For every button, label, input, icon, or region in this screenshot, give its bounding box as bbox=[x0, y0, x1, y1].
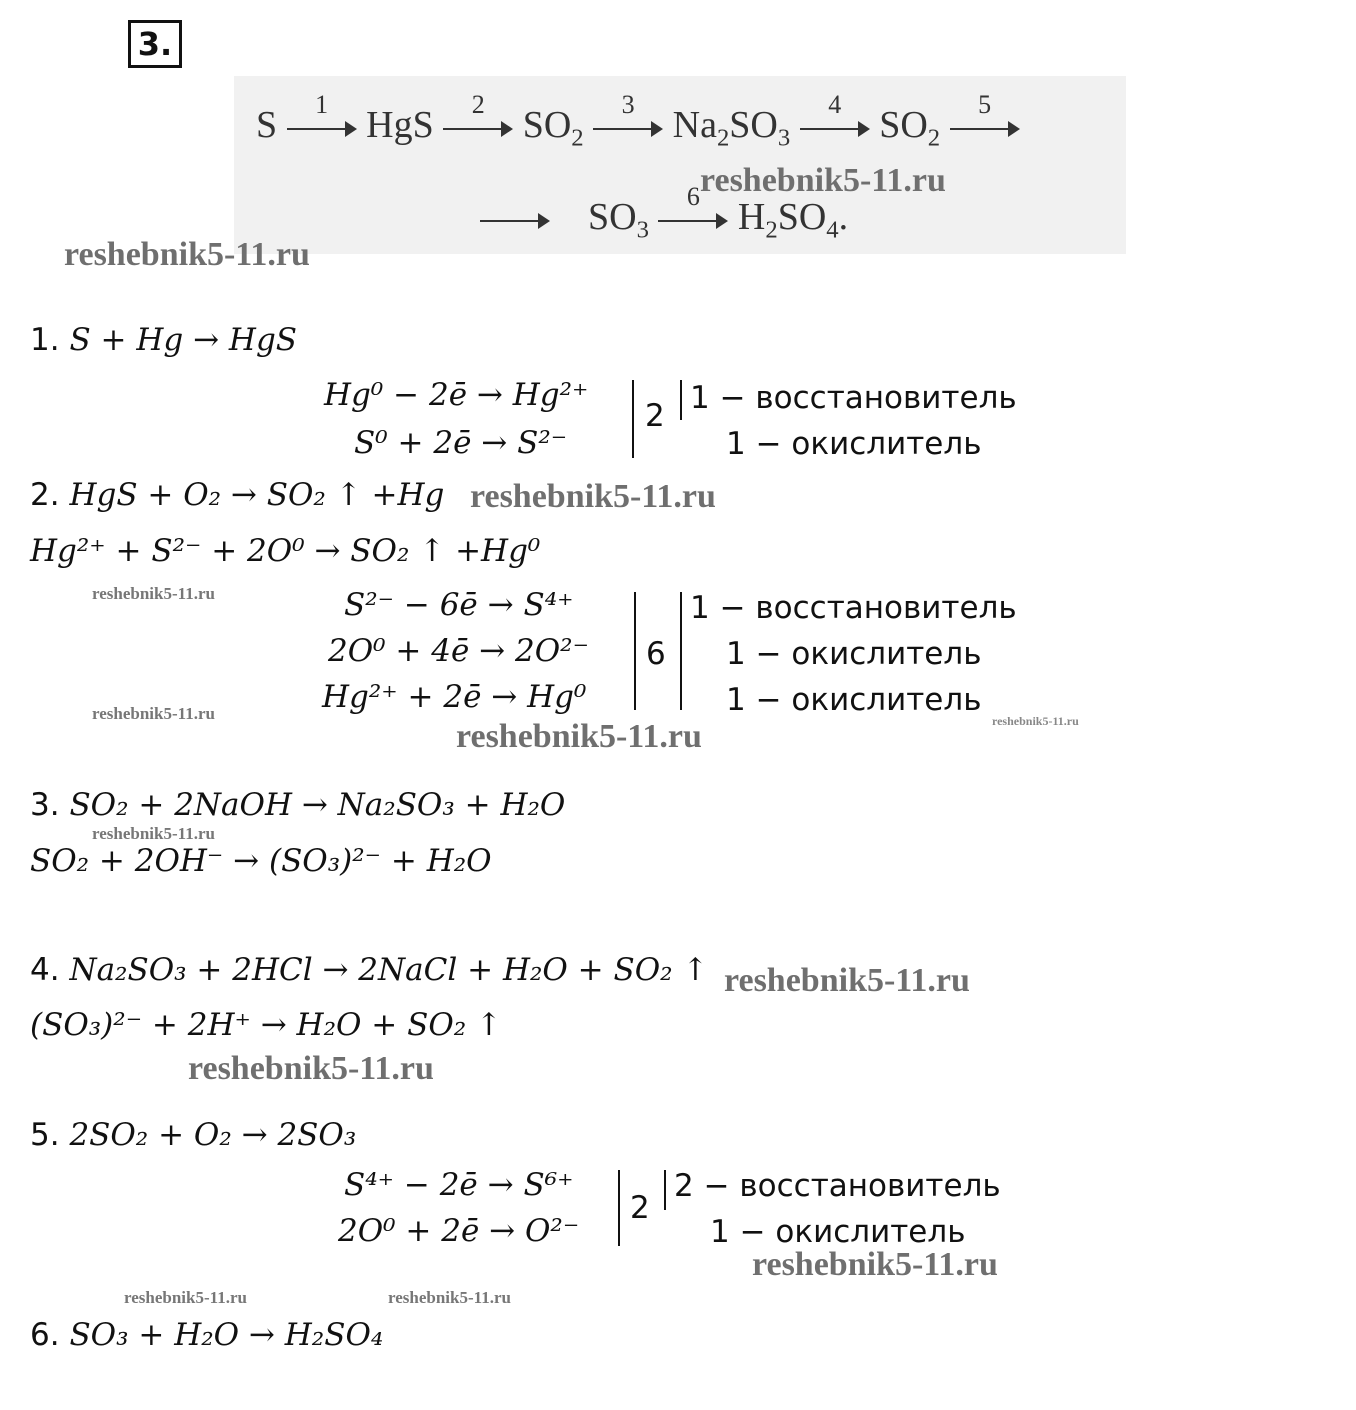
step-1-role-1: 1 − восстановитель bbox=[690, 380, 1017, 416]
step-6-equation: 6. SO₃ + H₂O → H₂SO₄ bbox=[30, 1317, 384, 1353]
watermark: reshebnik5-11.ru bbox=[92, 824, 215, 843]
scheme-hgs: HgS bbox=[366, 104, 434, 146]
step-2-role-3: 1 − окислитель bbox=[726, 682, 982, 718]
step-1-ox-line-2: S⁰ + 2ē → S²⁻ bbox=[354, 425, 568, 461]
step-1-divider-right bbox=[680, 380, 682, 420]
arrow-4-icon bbox=[800, 90, 870, 138]
watermark: reshebnik5-11.ru bbox=[992, 714, 1079, 728]
scheme-h2so4: $H_2SO_4$. bbox=[737, 196, 849, 244]
arrow-continue-icon bbox=[480, 210, 550, 230]
step-2-electron-count: 6 bbox=[646, 636, 666, 672]
watermark: reshebnik5-11.ru bbox=[92, 584, 215, 603]
scheme-row-2 bbox=[480, 182, 849, 244]
watermark: reshebnik5-11.ru bbox=[64, 236, 310, 273]
arrow-label-3: 3 bbox=[621, 90, 635, 120]
watermark: reshebnik5-11.ru bbox=[188, 1050, 434, 1087]
step-5-divider-right bbox=[664, 1170, 666, 1210]
step-4-equation: 4. Na₂SO₃ + 2HCl → 2NaCl + H₂O + SO₂ ↑ bbox=[30, 952, 709, 988]
step-5-ox-line-1: S⁴⁺ − 2ē → S⁶⁺ bbox=[344, 1167, 574, 1203]
step-1-electron-count: 2 bbox=[645, 398, 665, 434]
step-5-electron-count: 2 bbox=[630, 1190, 650, 1226]
arrow-label-6: 6 bbox=[686, 182, 700, 212]
step-5-divider-left bbox=[618, 1170, 620, 1246]
watermark: reshebnik5-11.ru bbox=[456, 718, 702, 755]
scheme-na2so3: $Na_2SO_3$ bbox=[672, 104, 791, 152]
arrow-1-icon bbox=[287, 90, 357, 138]
step-1-ox-line-1: Hg⁰ − 2ē → Hg²⁺ bbox=[324, 377, 589, 413]
arrow-label-5: 5 bbox=[978, 90, 992, 120]
scheme-row-1 bbox=[256, 90, 1020, 152]
arrow-5-icon bbox=[950, 90, 1020, 138]
watermark: reshebnik5-11.ru bbox=[92, 704, 215, 723]
step-2-ox-line-3: Hg²⁺ + 2ē → Hg⁰ bbox=[322, 679, 587, 715]
watermark: reshebnik5-11.ru bbox=[388, 1288, 511, 1307]
step-3-ionic-equation: SO₂ + 2OH⁻ → (SO₃)²⁻ + H₂O bbox=[30, 843, 492, 879]
watermark: reshebnik5-11.ru bbox=[752, 1246, 998, 1283]
step-2-ionic-equation: Hg²⁺ + S²⁻ + 2O⁰ → SO₂ ↑ +Hg⁰ bbox=[30, 533, 541, 569]
step-2-ox-line-1: S²⁻ − 6ē → S⁴⁺ bbox=[344, 587, 574, 623]
step-2-divider-left bbox=[634, 592, 636, 710]
scheme-so3: $SO_3$ bbox=[588, 196, 649, 244]
step-1-role-2: 1 − окислитель bbox=[726, 426, 982, 462]
task-number: 3. bbox=[128, 20, 182, 68]
step-3-equation: 3. SO₂ + 2NaOH → Na₂SO₃ + H₂O bbox=[30, 787, 566, 823]
arrow-3-icon bbox=[593, 90, 663, 138]
scheme-so2-b: $SO_2$ bbox=[879, 104, 941, 152]
step-2-equation: 2. HgS + O₂ → SO₂ ↑ +Hg bbox=[30, 477, 445, 513]
arrow-6-icon bbox=[658, 182, 728, 230]
step-5-equation: 5. 2SO₂ + O₂ → 2SO₃ bbox=[30, 1117, 357, 1153]
arrow-label-4: 4 bbox=[828, 90, 842, 120]
arrow-label-1: 1 bbox=[315, 90, 329, 120]
step-4-ionic-equation: (SO₃)²⁻ + 2H⁺ → H₂O + SO₂ ↑ bbox=[30, 1007, 503, 1043]
watermark: reshebnik5-11.ru bbox=[124, 1288, 247, 1307]
step-2-role-2: 1 − окислитель bbox=[726, 636, 982, 672]
step-5-ox-line-2: 2O⁰ + 2ē → O²⁻ bbox=[338, 1213, 580, 1249]
watermark: reshebnik5-11.ru bbox=[724, 962, 970, 999]
step-2-ox-line-2: 2O⁰ + 4ē → 2O²⁻ bbox=[328, 633, 589, 669]
watermark: reshebnik5-11.ru bbox=[470, 478, 716, 515]
watermark: reshebnik5-11.ru bbox=[700, 162, 946, 199]
reaction-scheme bbox=[234, 76, 1126, 254]
arrow-2-icon bbox=[443, 90, 513, 138]
scheme-so2-a: $SO_2$ bbox=[522, 104, 584, 152]
step-1-equation: 1. S + Hg → HgS bbox=[30, 322, 298, 358]
step-2-divider-right bbox=[680, 592, 682, 710]
step-1-divider-left bbox=[632, 380, 634, 458]
scheme-s: S bbox=[256, 104, 278, 146]
step-5-role-2: 1 − окислитель bbox=[710, 1214, 966, 1250]
step-2-role-1: 1 − восстановитель bbox=[690, 590, 1017, 626]
arrow-label-2: 2 bbox=[471, 90, 485, 120]
step-5-role-1: 2 − восстановитель bbox=[674, 1168, 1001, 1204]
